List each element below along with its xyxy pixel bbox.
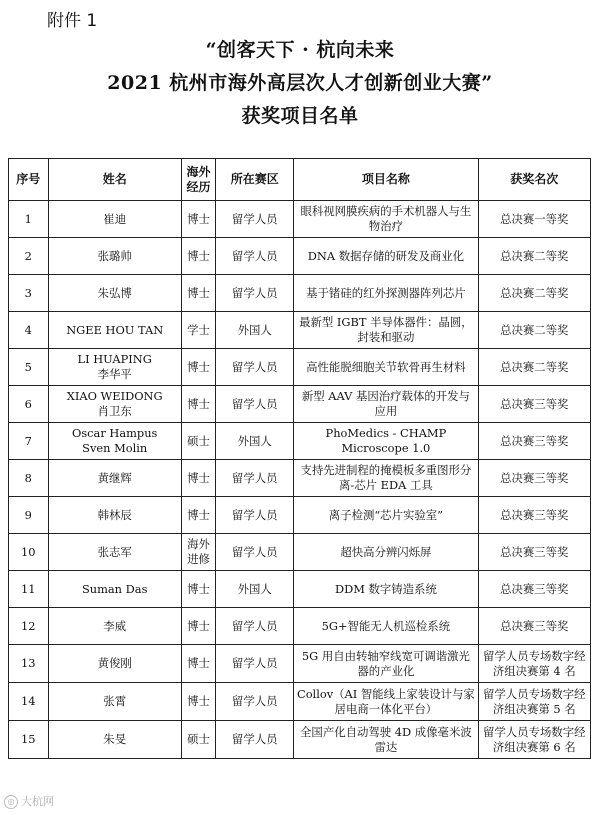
table-row xyxy=(9,683,591,721)
cell-name: NGEE HOU TAN xyxy=(48,312,181,349)
cell-award: 总决赛三等奖 xyxy=(478,497,590,534)
header-project: 项目名称 xyxy=(294,159,478,201)
cell-edu: 博士 xyxy=(181,386,215,423)
cell-project: DDM 数字铸造系统 xyxy=(294,571,478,608)
cell-edu: 博士 xyxy=(181,571,215,608)
cell-name: 张志军 xyxy=(48,534,181,571)
cell-edu: 博士 xyxy=(181,460,215,497)
cell-no: 3 xyxy=(9,275,49,312)
cell-edu: 博士 xyxy=(181,608,215,645)
awards-table xyxy=(8,158,591,759)
cell-edu: 博士 xyxy=(181,645,215,683)
cell-edu: 博士 xyxy=(181,201,215,238)
cell-edu: 博士 xyxy=(181,349,215,386)
table-row xyxy=(9,238,591,275)
cell-project: DNA 数据存储的研发及商业化 xyxy=(294,238,478,275)
table-row xyxy=(9,349,591,386)
watermark xyxy=(4,793,54,809)
cell-division: 外国人 xyxy=(216,312,294,349)
cell-award: 留学人员专场数字经济组决赛第 6 名 xyxy=(478,721,590,759)
cell-name: 李威 xyxy=(48,608,181,645)
table-row xyxy=(9,534,591,571)
cell-no: 10 xyxy=(9,534,49,571)
cell-division: 留学人员 xyxy=(216,201,294,238)
header-no: 序号 xyxy=(9,159,49,201)
cell-award: 总决赛三等奖 xyxy=(478,423,590,460)
cell-award: 总决赛三等奖 xyxy=(478,386,590,423)
cell-division: 留学人员 xyxy=(216,608,294,645)
cell-division: 留学人员 xyxy=(216,721,294,759)
header-edu: 海外经历 xyxy=(181,159,215,201)
table-row xyxy=(9,721,591,759)
cell-project: 高性能脱细胞关节软骨再生材料 xyxy=(294,349,478,386)
watermark-logo-icon: ◎ xyxy=(4,795,18,809)
cell-name: 韩林辰 xyxy=(48,497,181,534)
cell-project: 支持先进制程的掩模板多重图形分离-芯片 EDA 工具 xyxy=(294,460,478,497)
header-name: 姓名 xyxy=(48,159,181,201)
cell-project: 最新型 IGBT 半导体器件：晶圆，封装和驱动 xyxy=(294,312,478,349)
cell-no: 11 xyxy=(9,571,49,608)
cell-no: 8 xyxy=(9,460,49,497)
cell-award: 总决赛二等奖 xyxy=(478,238,590,275)
cell-name: 张霄 xyxy=(48,683,181,721)
cell-no: 6 xyxy=(9,386,49,423)
cell-edu: 博士 xyxy=(181,275,215,312)
cell-no: 2 xyxy=(9,238,49,275)
cell-project: 超快高分辨闪烁屏 xyxy=(294,534,478,571)
cell-name: 朱旻 xyxy=(48,721,181,759)
cell-name: 张璐帅 xyxy=(48,238,181,275)
cell-division: 留学人员 xyxy=(216,386,294,423)
cell-award: 留学人员专场数字经济组决赛第 5 名 xyxy=(478,683,590,721)
document-title xyxy=(0,34,600,133)
cell-name: 黄俊刚 xyxy=(48,645,181,683)
cell-division: 外国人 xyxy=(216,571,294,608)
cell-award: 总决赛二等奖 xyxy=(478,312,590,349)
cell-edu: 博士 xyxy=(181,497,215,534)
cell-award: 总决赛三等奖 xyxy=(478,608,590,645)
title-line-1: “创客天下 · 杭向未来 xyxy=(205,39,395,61)
cell-award: 总决赛三等奖 xyxy=(478,571,590,608)
cell-no: 5 xyxy=(9,349,49,386)
title-line-3: 获奖项目名单 xyxy=(241,105,359,127)
table-row xyxy=(9,645,591,683)
cell-project: 全国产化自动驾驶 4D 成像毫米波雷达 xyxy=(294,721,478,759)
cell-project: 5G 用自由转轴窄线宽可调谐激光器的产业化 xyxy=(294,645,478,683)
table-row xyxy=(9,386,591,423)
cell-project: PhoMedics - CHAMP Microscope 1.0 xyxy=(294,423,478,460)
table-row xyxy=(9,497,591,534)
cell-award: 总决赛三等奖 xyxy=(478,534,590,571)
table-header-row xyxy=(9,159,591,201)
cell-no: 1 xyxy=(9,201,49,238)
cell-no: 12 xyxy=(9,608,49,645)
cell-award: 总决赛一等奖 xyxy=(478,201,590,238)
cell-no: 15 xyxy=(9,721,49,759)
table-row xyxy=(9,312,591,349)
cell-name: 朱弘博 xyxy=(48,275,181,312)
cell-division: 留学人员 xyxy=(216,683,294,721)
cell-project: 5G+智能无人机巡检系统 xyxy=(294,608,478,645)
cell-name: Oscar Hampus Sven Molin xyxy=(48,423,181,460)
cell-name: 崔迪 xyxy=(48,201,181,238)
cell-edu: 博士 xyxy=(181,238,215,275)
cell-division: 外国人 xyxy=(216,423,294,460)
cell-edu: 硕士 xyxy=(181,423,215,460)
table-row xyxy=(9,275,591,312)
cell-name: 黄继辉 xyxy=(48,460,181,497)
cell-division: 留学人员 xyxy=(216,349,294,386)
title-line-2: 2021 杭州市海外高层次人才创新创业大赛” xyxy=(107,72,493,94)
cell-award: 总决赛二等奖 xyxy=(478,275,590,312)
cell-division: 留学人员 xyxy=(216,460,294,497)
watermark-text: 大杭网 xyxy=(21,795,54,808)
cell-edu: 学士 xyxy=(181,312,215,349)
cell-division: 留学人员 xyxy=(216,497,294,534)
cell-no: 7 xyxy=(9,423,49,460)
header-division: 所在赛区 xyxy=(216,159,294,201)
cell-project: 新型 AAV 基因治疗载体的开发与应用 xyxy=(294,386,478,423)
cell-division: 留学人员 xyxy=(216,275,294,312)
attachment-label: 附件 1 xyxy=(47,11,98,31)
cell-division: 留学人员 xyxy=(216,238,294,275)
cell-award: 总决赛三等奖 xyxy=(478,460,590,497)
cell-award: 留学人员专场数字经济组决赛第 4 名 xyxy=(478,645,590,683)
table-row xyxy=(9,460,591,497)
cell-edu: 硕士 xyxy=(181,721,215,759)
cell-project: 离子检测“芯片实验室” xyxy=(294,497,478,534)
cell-no: 13 xyxy=(9,645,49,683)
cell-award: 总决赛二等奖 xyxy=(478,349,590,386)
cell-division: 留学人员 xyxy=(216,534,294,571)
cell-no: 4 xyxy=(9,312,49,349)
table-row xyxy=(9,201,591,238)
header-award: 获奖名次 xyxy=(478,159,590,201)
cell-edu: 博士 xyxy=(181,683,215,721)
cell-project: 基于锗硅的红外探测器阵列芯片 xyxy=(294,275,478,312)
cell-name: XIAO WEIDONG 肖卫东 xyxy=(48,386,181,423)
cell-project: Collov（AI 智能线上家装设计与家居电商一体化平台） xyxy=(294,683,478,721)
cell-edu: 海外进修 xyxy=(181,534,215,571)
cell-no: 9 xyxy=(9,497,49,534)
cell-name: Suman Das xyxy=(48,571,181,608)
table-row xyxy=(9,608,591,645)
table-row xyxy=(9,423,591,460)
cell-name: LI HUAPING 李华平 xyxy=(48,349,181,386)
cell-project: 眼科视网膜疾病的手术机器人与生物治疗 xyxy=(294,201,478,238)
table-row xyxy=(9,571,591,608)
cell-division: 留学人员 xyxy=(216,645,294,683)
cell-no: 14 xyxy=(9,683,49,721)
